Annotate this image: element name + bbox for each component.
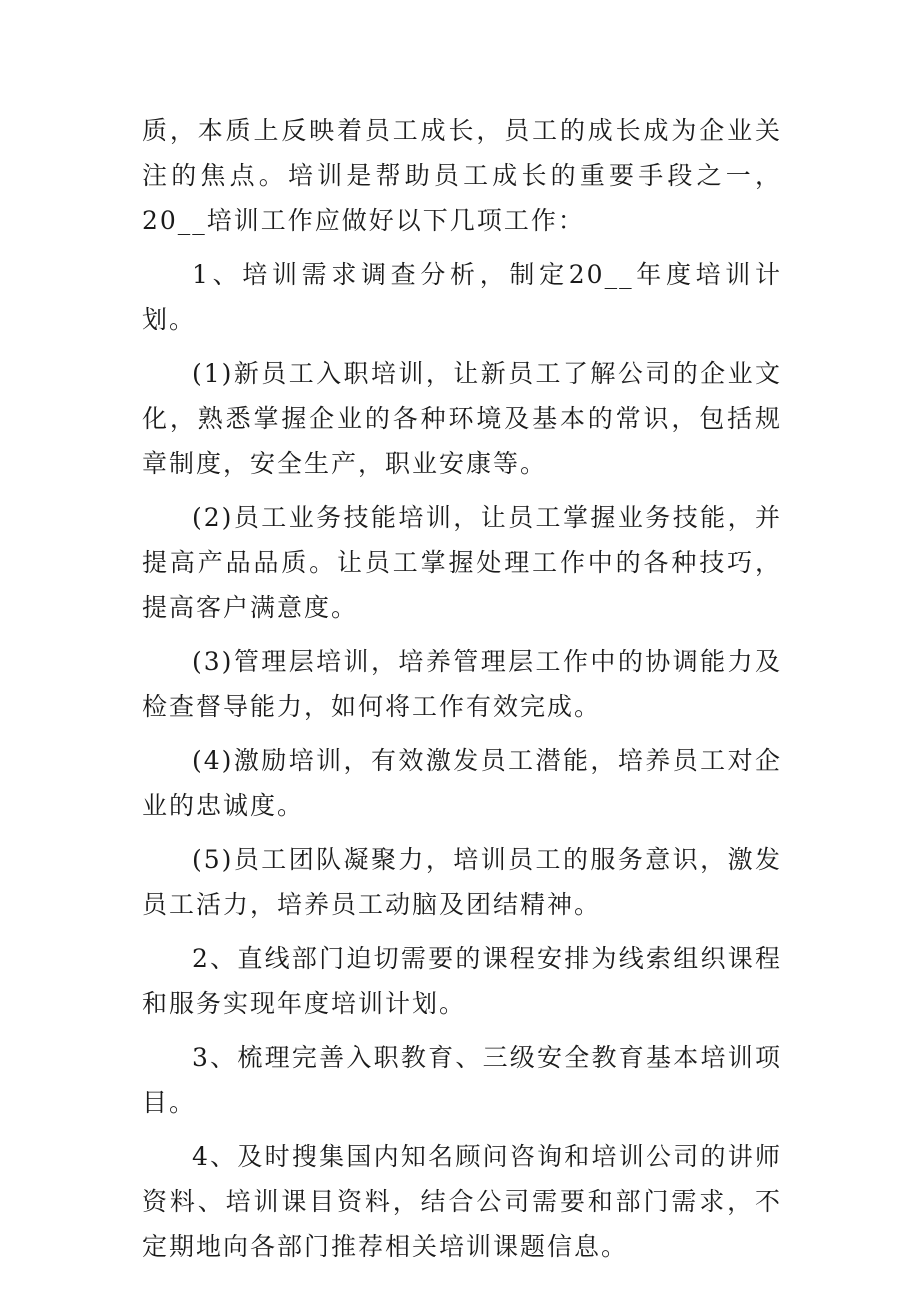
paragraph-subitem-1: (1)新员工入职培训，让新员工了解公司的企业文化，熟悉掌握企业的各种环境及基本的常识，包括规章制度，安全生产，职业安康等。 <box>142 359 782 478</box>
document-body <box>142 108 782 1278</box>
paragraph-item-1: 1、培训需求调查分析，制定20__年度培训计划。 <box>142 260 782 334</box>
paragraph-item-3: 3、梳理完善入职教育、三级安全教育基本培训项目。 <box>142 1043 782 1117</box>
paragraph-subitem-5: (5)员工团队凝聚力，培训员工的服务意识，激发员工活力，培养员工动脑及团结精神。 <box>142 845 782 919</box>
paragraph-item-4: 4、及时搜集国内知名顾问咨询和培训公司的讲师资料、培训课目资料，结合公司需要和部门需求，不定期地向各部门推荐相关培训课题信息。 <box>142 1142 782 1261</box>
paragraph-subitem-2: (2)员工业务技能培训，让员工掌握业务技能，并提高产品品质。让员工掌握处理工作中的各种技巧，提高客户满意度。 <box>142 503 782 622</box>
paragraph-subitem-3: (3)管理层培训，培养管理层工作中的协调能力及检查督导能力，如何将工作有效完成。 <box>142 647 782 721</box>
paragraph-item-2: 2、直线部门迫切需要的课程安排为线索组织课程和服务实现年度培训计划。 <box>142 944 782 1018</box>
paragraph-subitem-4: (4)激励培训，有效激发员工潜能，培养员工对企业的忠诚度。 <box>142 746 782 820</box>
paragraph-intro: 质，本质上反映着员工成长，员工的成长成为企业关注的焦点。培训是帮助员工成长的重要手段之一，20__培训工作应做好以下几项工作： <box>142 116 782 235</box>
